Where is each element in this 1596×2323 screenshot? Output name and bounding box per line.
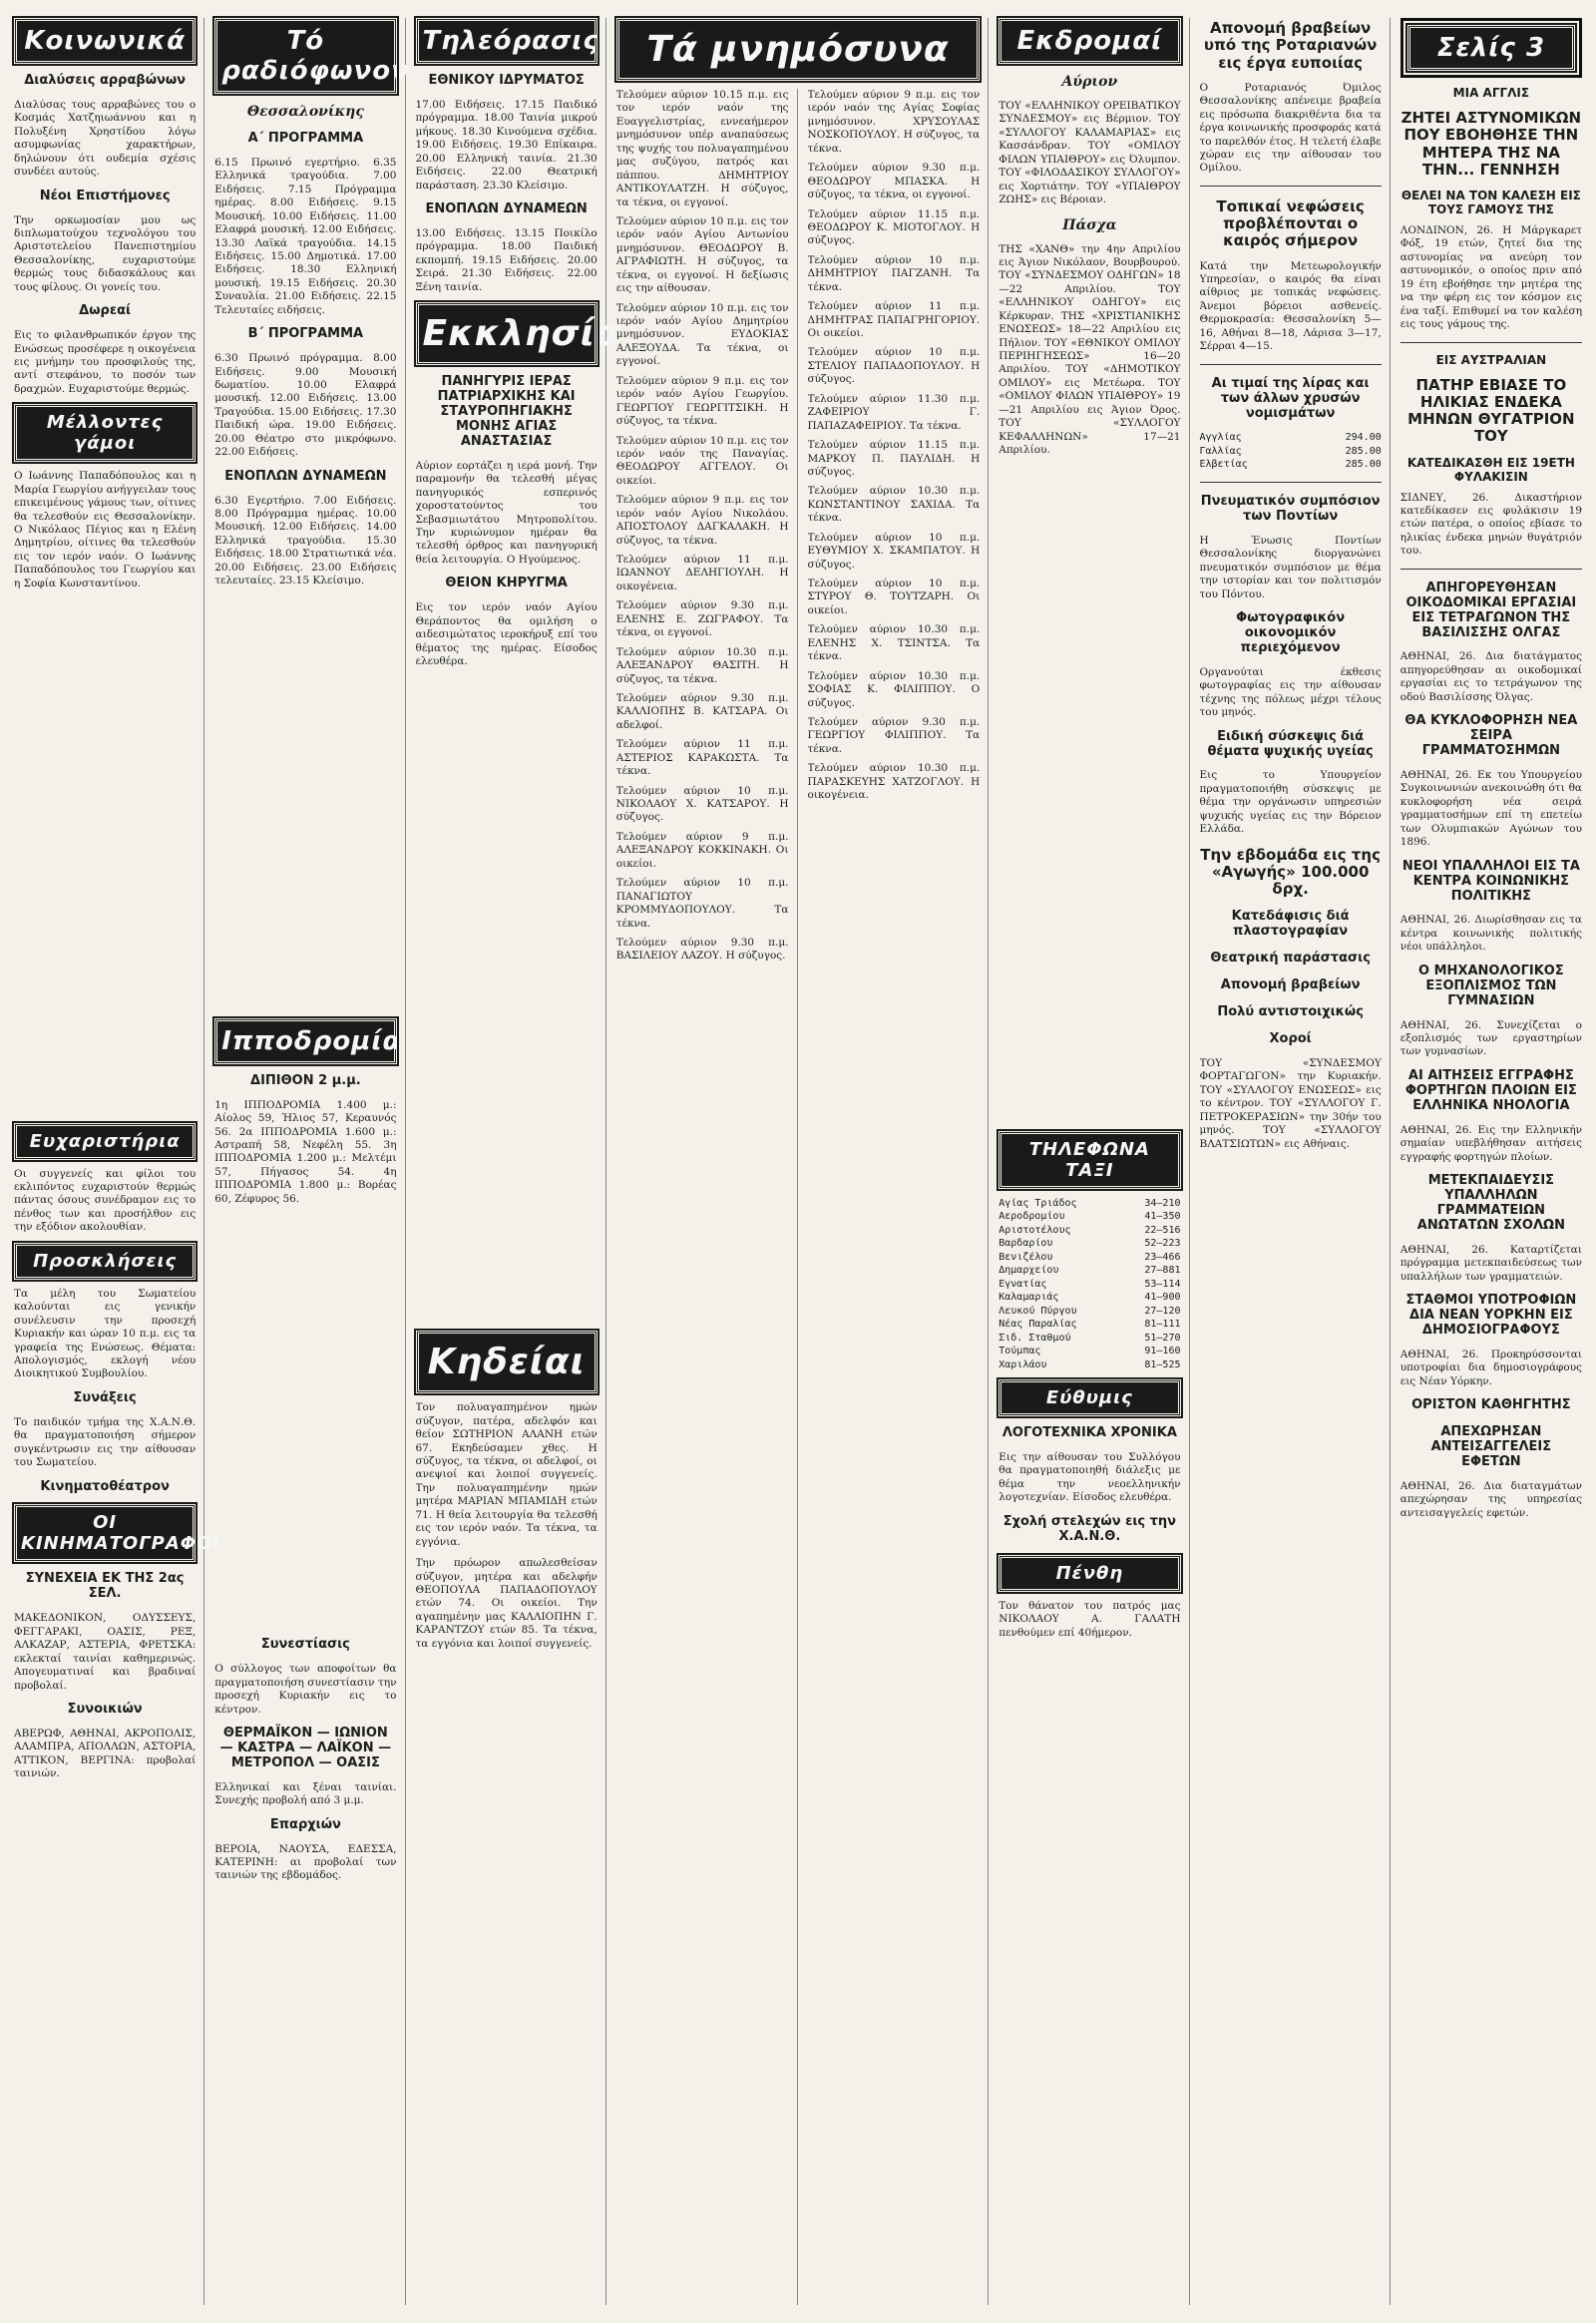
heading-photo: Φωτογραφικόν οικονομικόν περιεχόμενον bbox=[1236, 610, 1346, 655]
page-number-box bbox=[1400, 18, 1582, 78]
heading-suburbs: Συνοικιών bbox=[67, 1701, 143, 1717]
taxi-phone-row: Καλαμαριάς 41—900 bbox=[998, 1292, 1181, 1304]
rubric-funerals: Κηδείαι bbox=[416, 1331, 598, 1393]
text-future-weddings: Ο Ιωάννης Παπαδόπουλος και η Μαρία Γεωργίου ανήγγειλαν τους επικειμένους γάμους των, οίτινες θα τελεσθούν εις Θεσσαλονίκην. Ο Νικόλαος Πέγιος και η Ελένη Δημητρίου, οίτινες θα τελεσθούν εις τον ιερόν ναόν. Ο Ιωάννης Παπαδόπουλος του Γεωργίου και η Σοφία Κωνσταντίνου. bbox=[14, 470, 197, 589]
heading-professor: ΟΡΙΣΤΟΝ ΚΑΘΗΓΗΤΗΣ bbox=[1411, 1397, 1571, 1413]
memorial-notice: Τελούμεν αύριον 10 π.μ. ΝΙΚΟΛΑΟΥ Χ. ΚΑΤΣΑΡΟΥ. Η σύζυγος. bbox=[615, 784, 789, 824]
text-excursions: ΤΟΥ «ΕΛΛΗΝΙΚΟΥ ΟΡΕΙΒΑΤΙΚΟΥ ΣΥΝΔΕΣΜΟΥ» εις Βέρμιον. ΤΟΥ «ΣΥΛΛΟΓΟΥ ΚΑΛΑΜΑΡΙΑΣ» εις Κασσάνδραν. ΤΟΥ «ΟΜΙΛΟΥ ΦΙΛΩΝ ΥΠΑΙΘΡΟΥ» εις Όλυμπον. ΤΟΥ «ΦΙΛΟΔΑΣΙΚΟΥ ΣΥΛΛΟΓΟΥ» εις Χορτιάτην. ΤΟΥ «ΥΠΑΙΘΡΟΥ ΖΩΗΣ» εις Βέροιαν. bbox=[998, 100, 1181, 206]
text-training: ΑΘΗΝΑΙ, 26. Καταρτίζεται πρόγραμμα μετεκπαιδεύσεως των υπαλλήλων των γραμματειών. bbox=[1399, 1243, 1582, 1283]
column-radio bbox=[214, 18, 410, 2305]
heading-armed-forces: ΕΝΟΠΛΩΝ ΔΥΝΑΜΕΩΝ bbox=[224, 468, 387, 484]
text-dances: ΤΟΥ «ΣΥΝΔΕΣΜΟΥ ΦΟΡΤΑΓΩΓΟΝ» την Κυριακήν. ΤΟΥ «ΣΥΛΛΟΓΟΥ ΕΝΩΣΕΩΣ» εις το κέντρον. ΤΟΥ «ΣΥΛΛΟΓΟΥ Γ. ΠΕΤΡΟΚΕΡΑΣΙΩΝ» την 30ήν του μηνός. ΤΟΥ «ΣΥΛΛΟΓΟΥ ΒΛΑΤΣΙΩΤΩΝ» εις Αθήναις. bbox=[1199, 1057, 1382, 1150]
gold-price-row: Γαλλίας 285.00 bbox=[1199, 445, 1382, 457]
divider bbox=[1400, 342, 1582, 343]
rubric-memorials: Τά μνημόσυνα bbox=[616, 18, 981, 81]
heading-gold-prices: Αι τιμαί της λίρας και των άλλων χρυσών νομισμάτων bbox=[1211, 375, 1370, 421]
memorial-notice: Τελούμεν αύριον 10 π.μ. εις τον ιερόν ναόν Αγίου Αντωνίου μνημόσυνον. ΘΕΟΔΩΡΟΥ Β. ΑΓΡΑΦΙΩΤΗ. Η σύζυγος, τα τέκνα, οι εγγονοί. Η δεξίωσις εις την αίθουσαν. bbox=[615, 214, 789, 295]
column-social bbox=[14, 18, 221, 2305]
taxi-phone-row: Σιδ. Σταθμού 51—270 bbox=[998, 1332, 1181, 1344]
text-easter: ΤΗΣ «ΧΑΝΘ» την 4ην Απριλίου εις Άγιον Νικόλαον, Βουρβουρού. ΤΟΥ «ΣΥΝΔΕΣΜΟΥ ΟΔΗΓΩΝ» 18—22 Απριλίου. ΤΟΥ «ΕΛΛΗΝΙΚΟΥ ΟΔΗΓΟΥ» εις Κέρκυραν. ΤΗΣ «ΧΡΙΣΤΙΑΝΙΚΗΣ ΕΝΩΣΕΩΣ» 18—22 Απριλίου εις Πήλιον. ΤΟΥ «ΕΘΝΙΚΟΥ ΟΜΙΛΟΥ ΠΕΡΙΗΓΗΣΕΩΣ» 16—20 Απριλίου. ΤΟΥ «ΔΗΜΟΤΙΚΟΥ ΟΜΙΛΟΥ» εις Μετέωρα. ΤΟΥ «ΟΜΙΛΟΥ ΦΙΛΩΝ ΥΠΑΙΘΡΟΥ» 19—21 Απριλίου εις Άγιον Όρος. ΤΟΥ «ΣΥΛΛΟΓΟΥ ΚΕΦΑΛΛΗΝΩΝ» 17—21 Απριλίου. bbox=[998, 242, 1181, 457]
memorials-body bbox=[616, 89, 981, 2305]
taxi-phone-row: Δημαρχείου 27—881 bbox=[998, 1265, 1181, 1277]
column-memorials bbox=[616, 18, 990, 2305]
text-father: ΣΙΔΝΕΥ, 26. Δικαστήριον κατεδίκασεν εις φυλάκισιν 19 ετών πατέρα, ο οποίος εβίασε το ηλικίας ένδεκα μηνών θυγάτριόν του. bbox=[1399, 491, 1582, 558]
column-news-briefs bbox=[1200, 18, 1391, 2305]
heading-thessaloniki: Θεσσαλονίκης bbox=[246, 104, 364, 120]
heading-program-b: Β΄ ΠΡΟΓΡΑΜΜΑ bbox=[247, 326, 364, 342]
taxi-phone-row: Νέας Παραλίας 81—111 bbox=[998, 1319, 1181, 1331]
heading-demolition: Κατεδάφισις διά πλαστογραφίαν bbox=[1231, 909, 1350, 940]
rubric-church: Εκκλησία bbox=[416, 302, 598, 365]
taxi-phone-row: Αγίας Τριάδος 34—210 bbox=[998, 1197, 1181, 1209]
heading-cinema-first: ΣΥΝΕΧΕΙΑ ΕΚ ΤΗΣ 2ας ΣΕΛ. bbox=[25, 1571, 185, 1602]
text-racing: 1η ΙΠΠΟΔΡΟΜΙΑ 1.400 μ.: Αίολος 59, Ήλιος 57, Κεραυνός 56. 2α ΙΠΠΟΔΡΟΜΙΑ 1.600 μ.: Αστραπή 58, Νεφέλη 55. 3η ΙΠΠΟΔΡΟΜΙΑ 1.200 μ.: Μελτέμι 57, Πήγασος 54. 4η ΙΠΠΟΔΡΟΜΙΑ 1.800 μ.: Βορέας 60, Ζέφυρος 56. bbox=[214, 1098, 397, 1205]
text-stamps: ΑΘΗΝΑΙ, 26. Εκ του Υπουργείου Συγκοινωνιών ανεκοινώθη ότι θα κυκλοφορήση νέα σειρά γραμματοσήμων επί τη επετείω των Ολυμπιακών Αγώνων του 1896. bbox=[1399, 769, 1582, 849]
memorial-notice: Τελούμεν αύριον 11.15 π.μ. ΜΑΡΚΟΥ Π. ΠΑΥΛΙΔΗ. Η σύζυγος. bbox=[807, 439, 981, 478]
memorial-notice: Τελούμεν αύριον 10 π.μ. ΔΗΜΗΤΡΙΟΥ ΠΑΓΖΑΝΗ. Τα τέκνα. bbox=[807, 253, 981, 293]
heading-scientists: Νέοι Επιστήμονες bbox=[39, 188, 171, 203]
subheading-father: ΚΑΤΕΔΙΚΑΣΘΗ ΕΙΣ 19ΕΤΗ ΦΥΛΑΚΙΣΙΝ bbox=[1406, 455, 1575, 484]
divider bbox=[1200, 364, 1382, 365]
memorial-notice: Τελούμεν αύριον 10 π.μ. ΣΤΥΡΟΥ Θ. ΤΟΥΤΖΑΡΗ. Οι οικείοι. bbox=[807, 578, 981, 616]
memorial-notice: Τελούμεν αύριον 10.30 π.μ. ΚΩΝΣΤΑΝΤΙΝΟΥ ΣΑΧΙΔΑ. Τα τέκνα. bbox=[807, 485, 981, 525]
column-excursions bbox=[998, 18, 1189, 2305]
text-provinces: ΒΕΡΟΙΑ, ΝΑΟΥΣΑ, ΕΔΕΣΣΑ, ΚΑΤΕΡΙΝΗ: αι προβολαί των ταινιών της εβδομάδος. bbox=[214, 1842, 397, 1882]
divider bbox=[1200, 482, 1382, 483]
text-program-a: 6.15 Πρωινό εγερτήριο. 6.35 Ελληνικά τραγούδια. 7.00 Ειδήσεις. 7.15 Πρόγραμμα ημέρας. 8.00 Ειδήσεις. 9.15 Μουσική. 10.00 Ειδήσεις. 11.00 Ελαφρά μουσική. 12.00 Ειδήσεις. 13.30 Λαϊκά τραγούδια. 14.15 Ειδήσεις. 15.00 Δημοτικά. 17.00 Ειδήσεις. 18.30 Ελληνική μουσική. 19.15 Ειδήσεις. 20.30 Συναυλία. 21.00 Ειδήσεις. 22.15 Τελευταίες ειδήσεις. bbox=[214, 156, 397, 316]
taxi-phone-row: Τούμπας 91—160 bbox=[998, 1346, 1181, 1357]
memorial-notice: Τελούμεν αύριον 9.30 π.μ. ΚΑΛΛΙΟΠΗΣ Β. ΚΑΤΣΑΡΑ. Οι αδελφοί. bbox=[615, 691, 789, 731]
rubric-invitations: Προσκλήσεις bbox=[14, 1243, 196, 1280]
memorials-right bbox=[808, 89, 981, 2305]
memorial-notice: Τελούμεν αύριον 9.30 π.μ. ΘΕΟΔΩΡΟΥ ΜΠΑΣΚΑ. Η σύζυγος, τα τέκνα, οι εγγονοί. bbox=[807, 162, 981, 201]
text-tv-forces: 13.00 Ειδήσεις. 13.15 Ποικίλο πρόγραμμα. 18.00 Παιδική εκπομπή. 19.15 Ειδήσεις. 20.00 Σειρά. 21.30 Ειδήσεις. 22.00 Ξένη ταινία. bbox=[415, 226, 598, 293]
text-invitations: Τα μέλη του Σωματείου καλούνται εις γενικήν συνέλευσιν την προσεχή Κυριακήν και ώραν 10 π.μ. εις τα γραφεία της Ενώσεως. Θέματα: Απολογισμός, εκλογή νέου Διοικητικού Συμβουλίου. bbox=[14, 1287, 197, 1380]
divider bbox=[1200, 186, 1382, 187]
kicker-australia: ΕΙΣ ΑΥΣΤΡΑΛΙΑΝ bbox=[1435, 352, 1547, 367]
text-mental-health: Εις το Υπουργείον πραγματοποιήθη σύσκεψις με θέμα την οργάνωσιν υπηρεσιών ψυχικής υγείας εις την Βόρειον Ελλάδα. bbox=[1199, 769, 1382, 836]
rubric-social: Κοινωνικά bbox=[14, 18, 196, 64]
heading-program-a: Α΄ ΠΡΟΓΡΑΜΜΑ bbox=[247, 131, 364, 146]
heading-weather: Τοπικαί νεφώσεις προβλέπονται ο καιρός σήμερον bbox=[1216, 196, 1365, 250]
heading-sermon: ΘΕΙΟΝ ΚΗΡΥΓΜΑ bbox=[445, 576, 568, 591]
divider bbox=[1400, 569, 1582, 570]
rubric-racing: Ιπποδρομία bbox=[214, 1018, 396, 1064]
heading-pontic: Πνευματικόν συμπόσιον των Ποντίων bbox=[1200, 493, 1381, 524]
memorial-notice: Τελούμεν αύριον 11.30 π.μ. ΖΑΦΕΙΡΙΟΥ Γ. ΠΑΠΑΖΑΦΕΙΡΙΟΥ. Τα τέκνα. bbox=[807, 392, 981, 432]
heading-scholarships: ΣΤΑΘΜΟΙ ΥΠΟΤΡΟΦΙΩΝ ΔΙΑ ΝΕΑΝ ΥΟΡΚΗΝ ΕΙΣ ΔΗΜΟΣΙΟΓΡΑΦΟΥΣ bbox=[1405, 1293, 1577, 1338]
heading-training: ΜΕΤΕΚΠΑΙΔΕΥΣΙΣ ΥΠΑΛΛΗΛΩΝ ΓΡΑΜΜΑΤΕΙΩΝ ΑΝΩΤΑΤΩΝ ΣΧΟΛΩΝ bbox=[1416, 1173, 1565, 1233]
text-rotary-awards: Ο Ροταριανός Όμιλος Θεσσαλονίκης απένειμε βραβεία εις πρόσωπα διακριθέντα δια τα έργα κοινωνικής προσφοράς κατά το παρελθόν έτος. Η τελετή έλαβε χώραν εις την αίθουσαν του Ομίλου. bbox=[1199, 81, 1382, 175]
text-lead-story: ΛΟΝΔΙΝΟΝ, 26. Η Μάργκαρετ Φόξ, 19 ετών, ζητεί δια της αστυνομίας να ανεύρη τον αστυνομικόν, ο οποίος πριν από 19 έτη εβοήθησε την μητέρα της να την φέρη εις τον κόσμον εις ένα ταξί. Επιθυμεί να τον καλέση εις τους γάμους της. bbox=[1399, 224, 1582, 331]
rubric-radio: Τό ραδιόφωνον bbox=[214, 18, 396, 94]
heading-building-works: ΑΠΗΓΟΡΕΥΘΗΣΑΝ ΟΙΚΟΔΟΜΙΚΑΙ ΕΡΓΑΣΙΑΙ ΕΙΣ ΤΕΤΡΑΓΩΝΟΝ ΤΗΣ ΒΑΣΙΛΙΣΣΗΣ ΟΛΓΑΣ bbox=[1405, 580, 1577, 640]
heading-notice: Κινηματοθέατρον bbox=[40, 1478, 170, 1494]
taxi-phone-row: Βενιζέλου 23—466 bbox=[998, 1251, 1181, 1263]
heading-provinces: Επαρχιών bbox=[269, 1816, 341, 1832]
text-mourning: Τον θάνατον του πατρός μας ΝΙΚΟΛΑΟΥ Α. ΓΑΛΑΤΗ πενθούμεν επί 40ήμερον. bbox=[998, 1599, 1181, 1639]
heading-mental-health: Ειδική σύσκεψις διά θέματα ψυχικής υγείας bbox=[1207, 728, 1374, 759]
text-mechanical: ΑΘΗΝΑΙ, 26. Συνεχίζεται ο εξοπλισμός των εργαστηρίων των γυμνασίων. bbox=[1399, 1018, 1582, 1058]
rubric-mourning: Πένθη bbox=[998, 1555, 1180, 1592]
taxi-phone-row: Εγνατίας 53—114 bbox=[998, 1278, 1181, 1290]
gold-price-row: Ελβετίας 285.00 bbox=[1199, 459, 1382, 471]
column-tv-church bbox=[415, 18, 621, 2305]
rubric-taxi-phones: ΤΗΛΕΦΩΝΑ ΤΑΞΙ bbox=[998, 1131, 1180, 1189]
heading-literary: ΛΟΓΟΤΕΧΝΙΚΑ ΧΡΟΝΙΚΑ bbox=[1001, 1425, 1177, 1441]
heading-lead-story: ΖΗΤΕΙ ΑΣΤΥΝΟΜΙΚΩΝ ΠΟΥ ΕΒΟΗΘΗΣΕ ΤΗΝ ΜΗΤΕΡΑ ΤΗΣ ΝΑ ΤΗΝ... ΓΕΝΝΗΣΗ bbox=[1400, 109, 1582, 179]
heading-stamps: ΘΑ ΚΥΚΛΟΦΟΡΗΣΗ ΝΕΑ ΣΕΙΡΑ ΓΡΑΜΜΑΤΟΣΗΜΩΝ bbox=[1404, 713, 1578, 759]
heading-donations: Δωρεαί bbox=[79, 303, 132, 319]
rubric-tv: Τηλεόρασις bbox=[416, 18, 598, 64]
text-sermon: Εις τον ιερόν ναόν Αγίου Θεράποντος θα ομιλήση ο αιδεσιμώτατος ιεροκήρυξ επί του θέματος της ημέρας. Είσοδος ελευθέρα. bbox=[415, 601, 598, 667]
memorial-notice: Τελούμεν αύριον 10 π.μ. ΕΥΘΥΜΙΟΥ Χ. ΣΚΑΜΠΑΤΟΥ. Η σύζυγος. bbox=[807, 531, 981, 571]
gold-price-row: Αγγλίας 294.00 bbox=[1199, 432, 1382, 444]
memorial-notice: Τελούμεν αύριον 10 π.μ. εις τον ιερόν ναόν της Παναγίας. ΘΕΟΔΩΡΟΥ ΑΓΓΕΛΟΥ. Οι οικείοι. bbox=[615, 434, 789, 487]
rubric-thanks: Ευχαριστήρια bbox=[14, 1123, 196, 1160]
kicker-english: ΜΙΑ ΑΓΓΛΙΣ bbox=[1452, 86, 1530, 100]
text-armed-forces: 6.30 Εγερτήριο. 7.00 Ειδήσεις. 8.00 Πρόγραμμα ημέρας. 10.00 Μουσική. 12.00 Ειδήσεις. 14.00 Ελληνικά τραγούδια. 15.30 Ειδήσεις. 18.00 Στρατιωτικά νέα. 20.00 Ειδήσεις. 23.00 Ειδήσεις τελευταίες. 23.15 Κλείσιμο. bbox=[214, 494, 397, 587]
heading-tomorrow: Αύριον bbox=[1061, 74, 1118, 90]
text-program-b: 6.30 Πρωινό πρόγραμμα. 8.00 Ειδήσεις. 9.00 Μουσική δωματίου. 10.00 Ελαφρά μουσική. 12.00 Ειδήσεις. 13.00 Τραγούδια. 15.00 Ειδήσεις. 17.30 Παιδική ώρα. 19.00 Ειδήσεις. 20.00 Θέατρο στο μικρόφωνο. 22.00 Ειδήσεις. bbox=[214, 352, 397, 459]
heading-tv-forces: ΕΝΟΠΛΩΝ ΔΥΝΑΜΕΩΝ bbox=[425, 201, 588, 216]
taxi-phone-row: Βαρδαρίου 52—223 bbox=[998, 1238, 1181, 1250]
page-columns bbox=[14, 18, 1582, 2305]
text-donations: Εις το φιλανθρωπικόν έργον της Ενώσεως προσέφερε η οικογένεια εις μνήμην του προσφιλούς της, αντί στεφάνου, το ποσόν των δραχμών. Ευχαριστούμε θερμώς. bbox=[14, 329, 197, 395]
memorial-notice: Τελούμεν αύριον 9.30 π.μ. ΓΕΩΡΓΙΟΥ ΦΙΛΙΠΠΟΥ. Τα τέκνα. bbox=[807, 715, 981, 755]
heading-misc: Πολύ αντιστοιχικώς bbox=[1217, 1004, 1364, 1020]
memorials-left bbox=[616, 89, 798, 2305]
text-appeals: ΑΘΗΝΑΙ, 26. Δια διαταγμάτων απεχώρησαν της υπηρεσίας αντεισαγγελείς εφετών. bbox=[1399, 1479, 1582, 1519]
heading-appeals: ΑΠΕΧΩΡΗΣΑΝ ΑΝΤΕΙΣΑΓΓΕΛΕΙΣ ΕΦΕΤΩΝ bbox=[1430, 1424, 1552, 1469]
column-front-news bbox=[1400, 18, 1582, 2305]
heading-tv-national: ΕΘΝΙΚΟΥ ΙΔΡΥΜΑΤΟΣ bbox=[428, 73, 585, 88]
memorial-notice: Τελούμεν αύριον 9 π.μ. εις τον ιερόν ναόν Αγίου Γεωργίου. ΓΕΩΡΓΙΟΥ ΓΕΩΡΓΙΤΣΙΚΗ. Η σύζυγος, τα τέκνα. bbox=[615, 374, 789, 428]
memorial-notice: Τελούμεν αύριον 10.15 π.μ. εις τον ιερόν ναόν της Ευαγγελιστρίας, εννεαήμερον μνημόσυνον υπέρ αναπαύσεως της ψυχής του πολυαγαπημένου μας συζύγου, πατρός και πάππου. ΔΗΜΗΤΡΙΟΥ ΑΝΤΙΚΟΥΛΑΤΖΗ. Η σύζυγος, τα τέκνα, οι εγγονοί. bbox=[615, 89, 789, 208]
text-weather: Κατά την Μετεωρολογικήν Υπηρεσίαν, ο καιρός θα είναι αίθριος με τοπικάς νεφώσεις. Άνεμοι βόρειοι ασθενείς. Θερμοκρασία: Θεσσαλονίκη 5—16, Αθήναι 8—18, Λάρισα 3—17, Σέρραι 4—15. bbox=[1199, 259, 1382, 353]
memorial-notice: Τελούμεν αύριον 9 π.μ. ΑΛΕΞΑΝΔΡΟΥ ΚΟΚΚΙΝΑΚΗ. Οι οικείοι. bbox=[615, 830, 789, 870]
text-funerals-2: Την πρόωρον απωλεσθείσαν σύζυγον, μητέρα και αδελφήν ΘΕΟΠΟΥΛΑ ΠΑΠΑΔΟΠΟΥΛΟΥ ετών 74. Οι οικείοι. Την αγαπημένην μας ΚΑΛΛΙΟΠΗΝ Γ. ΚΑΡΑΝΤΖΟΥ ετών 85. Τα τέκνα, τα εγγόνια και λοιποί συγγενείς. bbox=[415, 1557, 598, 1650]
heading-mechanical: Ο ΜΗΧΑΝΟΛΟΓΙΚΟΣ ΕΞΟΠΛΙΣΜΟΣ ΤΩΝ ΓΥΜΝΑΣΙΩΝ bbox=[1418, 963, 1564, 1008]
text-photo: Οργανούται έκθεσις φωτογραφίας εις την αίθουσαν τέχνης της πόλεως μέχρι τέλους του μηνός. bbox=[1199, 665, 1382, 719]
memorial-notice: Τελούμεν αύριον 10.30 π.μ. ΑΛΕΞΑΝΔΡΟΥ ΘΑΣΙΤΗ. Η σύζυγος, τα τέκνα. bbox=[615, 645, 789, 685]
heading-staff-school: Σχολή στελεχών εις την Χ.Α.Ν.Θ. bbox=[1002, 1513, 1177, 1544]
text-funerals: Τον πολυαγαπημένον ημών σύζυγον, πατέρα, αδελφόν και θείον ΣΩΤΗΡΙΟΝ ΑΛΑΝΗ ετών 67. Εκηδεύσαμεν χθες. Η σύζυγος, τα τέκνα, οι αδελφοί, οι ανεψιοί και λοιποί συγγενείς. Την πολυαγαπημένην ημών μητέρα ΜΑΡΙΑΝ ΜΠΑΜΙΔΗ ετών 71. Η θεία λειτουργία θα τελεσθή εις τον ιερόν ναόν. Τα τέκνα, τα εγγόνια. bbox=[415, 1401, 598, 1548]
heading-meetings: Συνάξεις bbox=[73, 1389, 137, 1405]
heading-dinner: Συνεστίασις bbox=[260, 1637, 350, 1653]
memorial-notice: Τελούμεν αύριον 10.30 π.μ. ΣΟΦΙΑΣ Κ. ΦΙΛΙΠΠΟΥ. Ο σύζυγος. bbox=[807, 669, 981, 709]
memorial-notice: Τελούμεν αύριον 9 π.μ. εις τον ιερόν ναόν της Αγίας Σοφίας μνημόσυνον. ΧΡΥΣΟΥΛΑΣ ΝΟΣΚΟΠΟΥΛΟΥ. Η σύζυγος, τα τέκνα. bbox=[807, 89, 981, 155]
heading-staff: ΝΕΟΙ ΥΠΑΛΛΗΛΟΙ ΕΙΣ ΤΑ ΚΕΝΤΡΑ ΚΟΙΝΩΝΙΚΗΣ ΠΟΛΙΤΙΚΗΣ bbox=[1401, 858, 1580, 904]
heading-ships: ΑΙ ΑΙΤΗΣΕΙΣ ΕΓΓΡΑΦΗΣ ΦΟΡΤΗΓΩΝ ΠΛΟΙΩΝ ΕΙΣ ΕΛΛΗΝΙΚΑ ΝΗΟΛΟΓΙΑ bbox=[1404, 1067, 1577, 1113]
memorial-notice: Τελούμεν αύριον 9 π.μ. εις τον ιερόν ναόν Αγίου Νικολάου. ΑΠΟΣΤΟΛΟΥ ΔΑΓΚΑΛΑΚΗ. Η σύζυγος, τα τέκνα. bbox=[615, 494, 789, 547]
gold-price-list bbox=[1200, 431, 1382, 472]
heading-rotary-awards: Απονομή βραβείων υπό της Ροταριανών εις έργα ευποιίας bbox=[1203, 19, 1378, 72]
taxi-phone-list bbox=[998, 1197, 1180, 1372]
text-cinema-first: ΜΑΚΕΔΟΝΙΚΟΝ, ΟΔΥΣΣΕΥΣ, ΦΕΓΓΑΡΑΚΙ, ΟΑΣΙΣ, ΡΕΞ, ΑΛΚΑΖΑΡ, ΑΣΤΕΡΙΑ, ΦΡΕΤΣΚΑ: εκλεκταί ταινίαι καθημερινώς. Απογευματιναί και βραδιναί προβολαί. bbox=[14, 1612, 197, 1692]
subheading-lead-story: ΘΕΛΕΙ ΝΑ ΤΟΝ ΚΑΛΕΣΗ ΕΙΣ ΤΟΥΣ ΓΑΜΟΥΣ ΤΗΣ bbox=[1400, 189, 1581, 216]
heading-week-prize: Την εβδομάδα εις της «Αγωγής» 100.000 δρχ. bbox=[1200, 845, 1381, 899]
taxi-phone-row: Αεροδρομίου 41—350 bbox=[998, 1211, 1181, 1223]
heading-awards: Απονομή βραβείων bbox=[1220, 977, 1361, 993]
heading-engagements: Διαλύσεις αρραβώνων bbox=[24, 73, 187, 88]
memorial-notice: Τελούμεν αύριον 9.30 π.μ. ΕΛΕΝΗΣ Ε. ΖΩΓΡΑΦΟΥ. Τα τέκνα, οι εγγονοί. bbox=[615, 599, 789, 639]
text-ships: ΑΘΗΝΑΙ, 26. Εις την Ελληνικήν σημαίαν υπεβλήθησαν αιτήσεις εγγραφής φορτηγών πλοίων. bbox=[1399, 1123, 1582, 1163]
text-scientists: Την ορκωμοσίαν μου ως διπλωματούχου τεχνολόγου του Αριστοτελείου Πανεπιστημίου Θεσσαλονίκης, ευχαριστούμε θερμώς τους διδασκάλους και τους φίλους. Οι γονείς του. bbox=[14, 213, 197, 293]
text-thanks: Οι συγγενείς και φίλοι του εκλιπόντος ευχαριστούν θερμώς πάντας όσους συνέδραμον εις το πένθος των και προσήλθον εις την εξόδιον ακολουθίαν. bbox=[14, 1167, 197, 1234]
taxi-phone-row: Αριστοτέλους 22—516 bbox=[998, 1224, 1181, 1236]
memorial-notice: Τελούμεν αύριον 10 π.μ. ΠΑΝΑΓΙΩΤΟΥ ΚΡΟΜΜΥΔΟΠΟΥΛΟΥ. Τα τέκνα. bbox=[615, 877, 789, 930]
text-church-feast: Αύριον εορτάζει η ιερά μονή. Την παραμονήν θα τελεσθή μέγας πανηγυρικός εσπερινός χοροστατούντος του Σεβασμιωτάτου Μητροπολίτου. Την κυριώνυμον ημέραν θα τελεσθή όρθρος και πανηγυρική θεία λειτουργία. Ο Ηγούμενος. bbox=[415, 459, 598, 566]
rubric-events: Εύθυμις bbox=[998, 1379, 1180, 1416]
rubric-cinemas: ΟΙ ΚΙΝΗΜΑΤΟΓΡΑΦΟΙ bbox=[14, 1504, 196, 1562]
heading-father: ΠΑΤΗΡ ΕΒΙΑΣΕ ΤΟ ΗΛΙΚΙΑΣ ΕΝΔΕΚΑ ΜΗΝΩΝ ΘΥΓΑΤΡΙΟΝ ΤΟΥ bbox=[1407, 375, 1575, 446]
memorial-notice: Τελούμεν αύριον 11 π.μ. ΔΗΜΗΤΡΑΣ ΠΑΠΑΓΡΗΓΟΡΙΟΥ. Οι οικείοι. bbox=[807, 300, 981, 339]
text-cinema-second: Ελληνικαί και ξέναι ταινίαι. Συνεχής προβολή από 3 μ.μ. bbox=[214, 1780, 397, 1807]
text-scholarships: ΑΘΗΝΑΙ, 26. Προκηρύσσονται υποτροφίαι δια δημοσιογράφους εις Νέαν Υόρκην. bbox=[1399, 1348, 1582, 1387]
taxi-phone-row: Λευκού Πύργου 27—120 bbox=[998, 1305, 1181, 1317]
text-suburbs: ΑΒΕΡΩΦ, ΑΘΗΝΑΙ, ΑΚΡΟΠΟΛΙΣ, ΑΛΑΜΠΡΑ, ΑΠΟΛΛΩΝ, ΑΣΤΟΡΙΑ, ΑΤΤΙΚΟΝ, ΒΕΡΓΙΝΑ: προβολαί ταινιών. bbox=[14, 1727, 197, 1780]
heading-cinema-second: ΘΕΡΜΑΪΚΟΝ — ΙΩΝΙΟΝ — ΚΑΣΤΡΑ — ΛΑΪΚΟΝ — ΜΕΤΡΟΠΟΛ — ΟΑΣΙΣ bbox=[219, 1725, 392, 1770]
rubric-future-weddings: Μέλλοντες γάμοι bbox=[14, 404, 196, 462]
heading-theater: Θεατρική παράστασις bbox=[1210, 951, 1371, 967]
heading-dances: Χοροί bbox=[1269, 1031, 1312, 1047]
text-tv-national: 17.00 Ειδήσεις. 17.15 Παιδικό πρόγραμμα. 18.00 Ταινία μικρού μήκους. 18.30 Κινούμενα σχέδια. 19.00 Ειδήσεις. 19.30 Επίκαιρα. 20.00 Ελληνική ταινία. 21.30 Ειδήσεις. 22.00 Θεατρική παράσταση. 23.30 Κλείσιμο. bbox=[415, 98, 598, 192]
memorial-notice: Τελούμεν αύριον 10.30 π.μ. ΕΛΕΝΗΣ Χ. ΤΣΙΝΤΣΑ. Τα τέκνα. bbox=[807, 623, 981, 663]
text-literary: Εις την αίθουσαν του Συλλόγου θα πραγματοποιηθή διάλεξις με θέμα την νεοελληνικήν λογοτεχνίαν. Είσοδος ελευθέρα. bbox=[998, 1451, 1181, 1504]
text-engagements: Διαλύσας τους αρραβώνες του ο Κοσμάς Χατζηιωάννου και η Πολυξένη Χρηστίδου λόγω ασυμφωνίας χαρακτήρων, δηλώνουν ότι ουδεμία σχέσις συνδέει αυτούς. bbox=[14, 98, 197, 179]
text-staff: ΑΘΗΝΑΙ, 26. Διωρίσθησαν εις τα κέντρα κοινωνικής πολιτικής νέοι υπάλληλοι. bbox=[1399, 914, 1582, 954]
memorial-notice: Τελούμεν αύριον 10 π.μ. ΣΤΕΛΙΟΥ ΠΑΠΑΔΟΠΟΥΛΟΥ. Η σύζυγος. bbox=[807, 346, 981, 386]
heading-church-feast: ΠΑΝΗΓΥΡΙΣ ΙΕΡΑΣ ΠΑΤΡΙΑΡΧΙΚΗΣ ΚΑΙ ΣΤΑΥΡΟΠΗΓΙΑΚΗΣ ΜΟΝΗΣ ΑΓΙΑΣ ΑΝΑΣΤΑΣΙΑΣ bbox=[437, 374, 576, 449]
text-building-works: ΑΘΗΝΑΙ, 26. Δια διατάγματος απηγορεύθησαν αι οικοδομικαί εργασίαι εις το τετράγωνον της οδού Βασιλίσσης Όλγας. bbox=[1399, 650, 1582, 703]
memorial-notice: Τελούμεν αύριον 11 π.μ. ΑΣΤΕΡΙΟΣ ΚΑΡΑΚΩΣΤΑ. Τα τέκνα. bbox=[615, 738, 789, 778]
page-number: Σελίς 3 bbox=[1407, 25, 1575, 71]
text-dinner: Ο σύλλογος των αποφοίτων θα πραγματοποιήση συνεστίασιν την προσεχή Κυριακήν εις το κέντρον. bbox=[214, 1663, 397, 1716]
memorial-notice: Τελούμεν αύριον 10 π.μ. εις τον ιερόν ναόν Αγίου Δημητρίου μνημόσυνον. ΕΥΔΟΚΙΑΣ ΑΛΕΞΟΥΔΑ. Τα τέκνα, οι εγγονοί. bbox=[615, 301, 789, 368]
memorial-notice: Τελούμεν αύριον 10.30 π.μ. ΠΑΡΑΣΚΕΥΗΣ ΧΑΤΖΟΓΛΟΥ. Η οικογένεια. bbox=[807, 762, 981, 802]
text-pontic: Η Ένωσις Ποντίων Θεσσαλονίκης διοργανώνει πνευματικόν συμπόσιον με θέμα την ιστορίαν και τον πολιτισμόν του Πόντου. bbox=[1199, 534, 1382, 600]
rubric-excursions: Εκδρομαί bbox=[998, 18, 1180, 64]
heading-easter: Πάσχα bbox=[1062, 216, 1117, 233]
memorial-notice: Τελούμεν αύριον 9.30 π.μ. ΒΑΣΙΛΕΙΟΥ ΛΑΖΟΥ. Η σύζυγος. bbox=[615, 936, 789, 963]
text-meetings: Το παιδικόν τμήμα της Χ.Α.Ν.Θ. θα πραγματοποιήση σήμερον συγκέντρωσιν εις την αίθουσαν του Σωματείου. bbox=[14, 1415, 197, 1469]
heading-racing: ΔΙΠΙΘΟΝ 2 μ.μ. bbox=[250, 1072, 361, 1088]
taxi-phone-row: Χαριλάου 81—525 bbox=[998, 1358, 1181, 1370]
memorial-notice: Τελούμεν αύριον 11 π.μ. ΙΩΑΝΝΟΥ ΔΕΛΗΓΙΟΥΛΗ. Η οικογένεια. bbox=[615, 554, 789, 592]
memorial-notice: Τελούμεν αύριον 11.15 π.μ. ΘΕΟΔΩΡΟΥ Κ. ΜΙΟΤΟΓΛΟΥ. Η σύζυγος. bbox=[807, 207, 981, 247]
